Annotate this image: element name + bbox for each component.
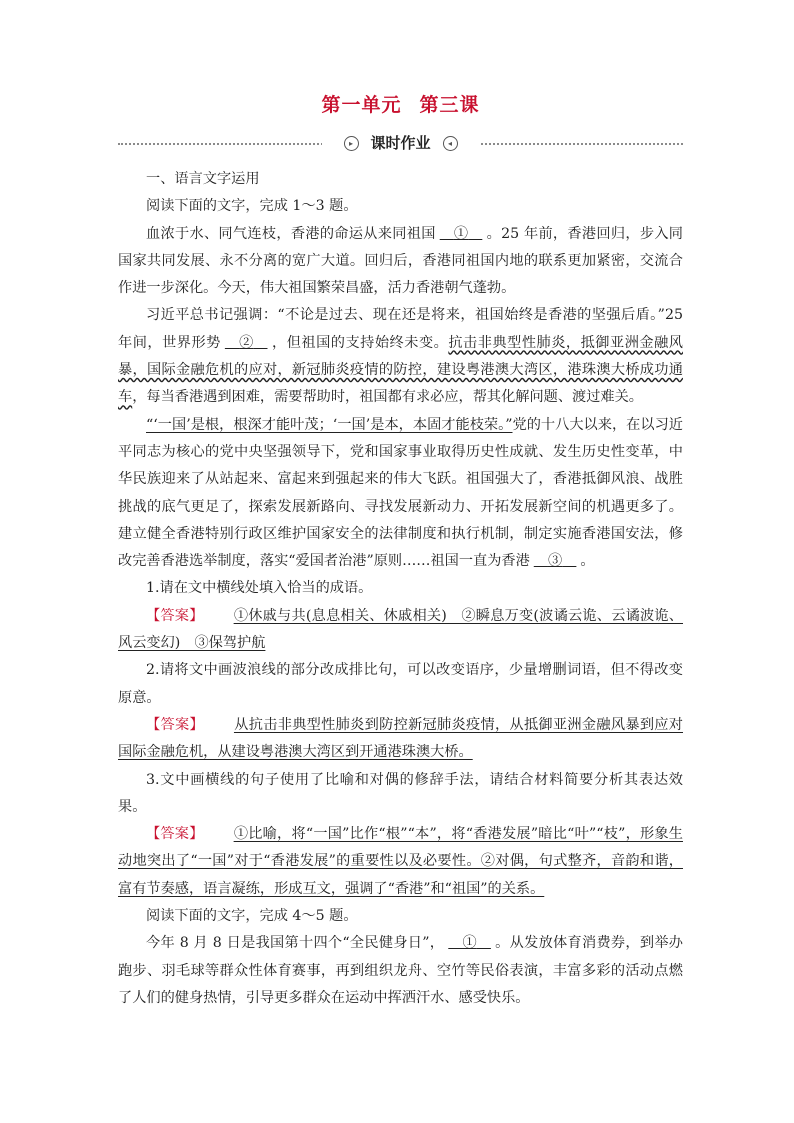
banner-label: 课时作业 — [370, 134, 431, 152]
answer-tag: 【答案】 — [146, 826, 204, 843]
fill-blank: ① — [453, 225, 469, 242]
lesson-label: 第三课 — [419, 94, 480, 116]
answer-tag: 【答案】 — [146, 716, 204, 733]
underlined-sentence: “‘一国’是根，根深才能叶茂；‘一国’是本，本固才能枝荣。” — [146, 416, 513, 433]
passage-paragraph: “‘一国’是根，根深才能叶茂；‘一国’是本，本固才能枝荣。”党的十八大以来，在以习近平同志为核心的党中央坚强领导下，党和国家事业取得历史性成就、发生历史性变革，中华民族迎来了从站起来、富起来到强起来的伟大飞跃。祖国强大了，香港抵御风浪、战胜挑战的底气更足了，探索发展新路向、寻找发展新动力、开拓发展新空间的机遇更多了。建立健全香港特别行政区维护国家安全的法律制度和执行机制，制定实施香港国安法，修改完善香港选举制度，落实“爱国者治港”原则……祖国一直为香港 ③ 。 — [118, 412, 683, 576]
answer — [118, 821, 683, 903]
fill-blank: ③ — [547, 553, 563, 570]
wavy-underlined-text: 抗击非典型性肺炎，抵御亚洲金融风暴，国际金融危机的应对，新冠肺炎疫情的防控，建设粤港澳大湾区，港珠澳大桥成功通车 — [118, 334, 683, 406]
fill-blank: ② — [239, 334, 254, 351]
section-heading: 一、语言文字运用 — [146, 171, 260, 187]
passage-paragraph: 今年 8 月 8 日是我国第十四个“全民健身日”， ① 。从发放体育消费券，到举办跑步、羽毛球等群众性体育赛事，再到组织龙舟、空竹等民俗表演，丰富多彩的活动点燃了人们的健身热情，引导更多群众在运动中挥洒汗水、感受快乐。 — [118, 930, 683, 1012]
answer-text: ①休戚与共(息息相关、休戚相关) ②瞬息万变(波谲云诡、云谲波诡、风云变幻) ③保驾护航 — [118, 607, 683, 652]
answer — [118, 712, 683, 767]
answer-tag: 【答案】 — [146, 607, 204, 624]
answer-text: ①比喻，将“一国”比作“根”“本”，将“香港发展”暗比“叶”“枝”，形象生动地突出了“一国”对于“香港发展”的重要性以及必要性。②对偶，句式整齐，音韵和谐，富有节奏感，语言凝练，形成互文，强调了“香港”和“祖国”的关系。 — [118, 826, 683, 897]
answer-text: 从抗击非典型性肺炎到防控新冠肺炎疫情，从抵御亚洲金融风暴到应对国际金融危机，从建设粤港澳大湾区到开通港珠澳大桥。 — [118, 716, 683, 761]
question: 2.请将文中画波浪线的部分改成排比句，可以改变语序，少量增删词语，但不得改变原意。 — [118, 662, 683, 706]
play-left-icon: ◂ — [443, 136, 458, 151]
question: 1.请在文中横线处填入恰当的成语。 — [146, 580, 373, 597]
unit-label: 第一单元 — [321, 94, 402, 116]
homework-banner — [118, 132, 683, 154]
page-title — [118, 92, 683, 118]
worksheet-page — [118, 92, 683, 1012]
reading-instruction: 阅读下面的文字，完成 1～3 题。 — [146, 198, 358, 215]
answer — [118, 603, 683, 658]
question: 3.文中画横线的句子使用了比喻和对偶的修辞手法，请结合材料简要分析其表达效果。 — [118, 771, 683, 815]
play-right-icon: ▸ — [343, 136, 358, 151]
passage-paragraph: 习近平总书记强调：“不论是过去、现在还是将来，祖国始终是香港的坚强后盾。”25 年间，世界形势 ② ，但祖国的支持始终未变。抗击非典型性肺炎，抵御亚洲金融风暴，国际金融危机的应对，新冠肺炎疫情的防控，建设粤港澳大湾区，港珠澳大桥成功通车，每当香港遇到困难，需要帮助时，祖国都有求必应，帮其化解问题、渡过难关。 — [118, 307, 683, 406]
fill-blank: ① — [462, 935, 477, 952]
reading-instruction: 阅读下面的文字，完成 4～5 题。 — [146, 908, 358, 925]
passage-paragraph: 血浓于水、同气连枝，香港的命运从来同祖国 ① 。25 年前，香港回归，步入同国家共同发展、永不分离的宽广大道。回归后，香港同祖国内地的联系更加紧密，交流合作进一步深化。今天，伟大祖国繁荣昌盛，活力香港朝气蓬勃。 — [118, 221, 683, 303]
